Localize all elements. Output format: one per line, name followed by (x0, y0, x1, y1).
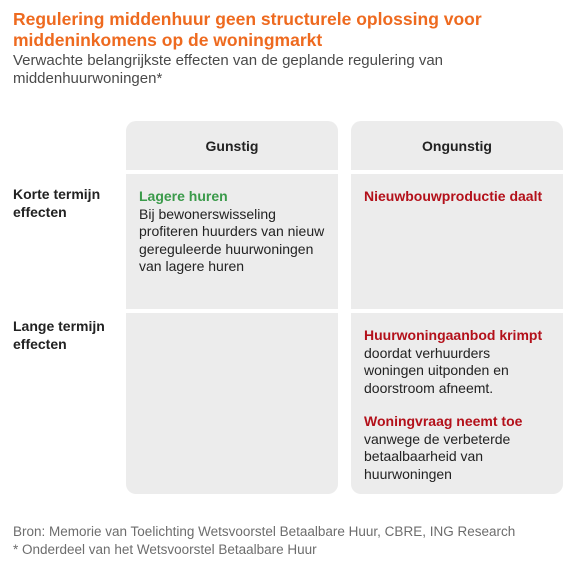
page-title: Regulering middenhuur geen structurele oplossing voor middeninkomens op de woningmarkt (13, 9, 482, 50)
column-header-unfavorable-label: Ongunstig (422, 137, 492, 154)
effect-spacer (364, 397, 551, 413)
page-subtitle: Verwachte belangrijkste effecten van de geplande regulering van middenhuurwoningen* (13, 52, 444, 87)
cell-long-term-unfavorable (351, 313, 563, 494)
source-footer (13, 523, 563, 559)
effect-text-lower-rents: Bij bewonerswisseling profiteren huurders van nieuw gereguleerde huurwoningen van lagere huren (139, 205, 325, 274)
effect-text-rental-supply-shrinks: doordat verhuurders woningen uitponden en doorstroom afneemt. (364, 344, 509, 396)
row-label-long-term: Lange termijn effecten (13, 318, 105, 352)
footnote-line: * Onderdeel van het Wetsvoorstel Betaalbare Huur (13, 542, 317, 557)
effect-heading-new-construction-drops: Nieuwbouwproductie daalt (364, 188, 543, 204)
cell-short-term-favorable (126, 174, 338, 309)
row-label-short-term: Korte termijn effecten (13, 186, 101, 220)
column-header-favorable-label: Gunstig (205, 137, 259, 154)
effect-heading-lower-rents: Lagere huren (139, 188, 228, 204)
cell-long-term-favorable (126, 313, 338, 494)
effect-heading-housing-demand-rises: Woningvraag neemt toe (364, 413, 523, 429)
source-line: Bron: Memorie van Toelichting Wetsvoorstel Betaalbare Huur, CBRE, ING Research (13, 524, 516, 539)
effect-heading-rental-supply-shrinks: Huurwoningaanbod krimpt (364, 327, 543, 343)
cell-short-term-unfavorable (351, 174, 563, 309)
column-header-favorable (126, 121, 338, 170)
effect-text-housing-demand-rises: vanwege de verbeterde betaalbaarheid van huurwoningen (364, 430, 511, 482)
column-header-unfavorable (351, 121, 563, 170)
